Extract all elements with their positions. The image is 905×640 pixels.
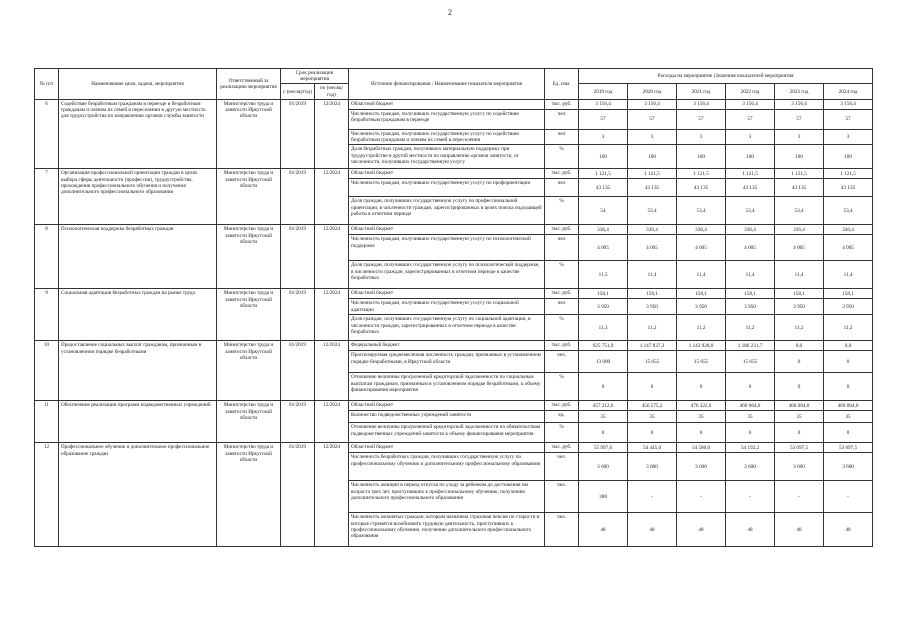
period-to: 12/2024 xyxy=(315,169,349,225)
table-row xyxy=(35,443,873,453)
indicator-label: Прогнозируемая среднемесячная численность граждан, признанных в установленном порядке безработными, в Иркутской области xyxy=(349,351,545,373)
value-cell: 53,4 xyxy=(677,197,726,225)
responsible-body: Министерство труда и занятости Иркутской области xyxy=(217,341,281,401)
activity-name: Организация профессиональной ориентации граждан в целях выбора сферы деятельности (профессии), трудоустройства, прохождения профессионального обучения и получения дополнительного профессионального образования xyxy=(59,169,217,225)
header-year-2023: 2023 год xyxy=(775,84,824,99)
period-from: 01/2019 xyxy=(281,401,315,443)
unit-cell: % xyxy=(545,197,579,225)
value-cell: 0 xyxy=(775,373,824,401)
value-cell: 3 600 xyxy=(677,453,726,481)
value-cell: 300 xyxy=(579,481,628,513)
responsible-body: Министерство труда и занятости Иркутской области xyxy=(217,443,281,547)
value-cell: 0 xyxy=(628,423,677,443)
header-expenses: Расходы на мероприятие (Значения показателей мероприятия xyxy=(579,69,873,84)
indicator-label: Доля граждан, получивших государственную услугу по социальной адаптации, в численности граждан, зарегистрированных в отчетном периоде в качестве безработных xyxy=(349,315,545,341)
value-cell: 11,4 xyxy=(775,261,824,289)
value-cell: 13 000 xyxy=(579,351,628,373)
value-cell: 3 950 xyxy=(677,299,726,315)
value-cell: 11,2 xyxy=(726,315,775,341)
value-cell: - xyxy=(824,481,873,513)
program-activities-table xyxy=(34,68,873,547)
value-cell: - xyxy=(726,481,775,513)
unit-cell: чел xyxy=(545,179,579,197)
value-cell: 15 655 xyxy=(677,351,726,373)
value-cell: 48 xyxy=(775,513,824,547)
value-cell: - xyxy=(775,481,824,513)
unit-cell: % xyxy=(545,373,579,401)
value-cell: 57 xyxy=(726,109,775,129)
value-cell: 15 655 xyxy=(726,351,775,373)
value-cell: 54 445,0 xyxy=(628,443,677,453)
value-cell: 35 xyxy=(579,411,628,423)
value-cell: 3 950 xyxy=(775,299,824,315)
header-name: Наименование цели, задачи, мероприятия xyxy=(59,69,217,100)
value-cell: 11,2 xyxy=(775,315,824,341)
value-cell: 35 xyxy=(775,411,824,423)
value-cell: 1 121,5 xyxy=(775,169,824,179)
value-cell: 336,4 xyxy=(824,225,873,235)
responsible-body: Министерство труда и занятости Иркутской области xyxy=(217,289,281,341)
value-cell: 460 064,0 xyxy=(775,401,824,411)
value-cell: 35 xyxy=(677,411,726,423)
value-cell: 48 xyxy=(628,513,677,547)
value-cell: 0 xyxy=(579,373,628,401)
value-cell: 100 xyxy=(824,145,873,169)
value-cell: 3 156,4 xyxy=(628,99,677,109)
unit-cell: чел. xyxy=(545,481,579,513)
value-cell: 11,2 xyxy=(677,315,726,341)
value-cell: 35 xyxy=(628,411,677,423)
value-cell: 100 xyxy=(726,145,775,169)
value-cell: 53,4 xyxy=(824,197,873,225)
value-cell: 158,1 xyxy=(775,289,824,299)
indicator-label: Областной бюджет xyxy=(349,225,545,235)
value-cell: 11,3 xyxy=(579,315,628,341)
value-cell: 11,2 xyxy=(628,315,677,341)
unit-cell: % xyxy=(545,261,579,289)
program-table-wrap xyxy=(34,68,872,547)
activity-name: Содействие безработным гражданам в переезде и безработным гражданам и членам их семей в переселении в другую местность для трудоустройства по направлению органов службы занятости xyxy=(59,99,217,168)
table-row xyxy=(35,341,873,351)
unit-cell: тыс. руб. xyxy=(545,341,579,351)
value-cell: 0 xyxy=(579,423,628,443)
value-cell: 336,4 xyxy=(628,225,677,235)
period-to: 12/2024 xyxy=(315,289,349,341)
indicator-label: Областной бюджет xyxy=(349,443,545,453)
value-cell: 48 xyxy=(677,513,726,547)
unit-cell: чел xyxy=(545,299,579,315)
value-cell: 3 600 xyxy=(579,453,628,481)
indicator-label: Численность граждан, получивших государственную услугу по профориентации xyxy=(349,179,545,197)
value-cell: 54 xyxy=(579,197,628,225)
value-cell: 3 xyxy=(579,129,628,144)
responsible-body: Министерство труда и занятости Иркутской области xyxy=(217,225,281,289)
value-cell: 57 xyxy=(628,109,677,129)
value-cell: 1 147 837,3 xyxy=(628,341,677,351)
page-number: 2 xyxy=(448,8,452,17)
value-cell: 53,4 xyxy=(726,197,775,225)
value-cell: 35 xyxy=(726,411,775,423)
header-responsible: Ответственный за реализацию мероприятия xyxy=(217,69,281,100)
activity-name: Обеспечение реализации программ подведомственных учреждений xyxy=(59,401,217,443)
value-cell: 53 697,5 xyxy=(775,443,824,453)
value-cell: 158,1 xyxy=(628,289,677,299)
value-cell: 1 186 231,7 xyxy=(726,341,775,351)
value-cell: 1 121,5 xyxy=(726,169,775,179)
unit-cell: тыс. руб. xyxy=(545,401,579,411)
indicator-label: Федеральный бюджет xyxy=(349,341,545,351)
header-period: Срок реализации мероприятия xyxy=(281,69,349,84)
unit-cell: тыс. руб. xyxy=(545,99,579,109)
unit-cell: чел. xyxy=(545,453,579,481)
value-cell: 48 xyxy=(726,513,775,547)
value-cell: 158,1 xyxy=(579,289,628,299)
period-to: 12/2024 xyxy=(315,401,349,443)
value-cell: 53 697,5 xyxy=(824,443,873,453)
activity-name: Предоставление социальных выплат гражданам, признанным в установленном порядке безработными xyxy=(59,341,217,401)
header-year-2024: 2024 год xyxy=(824,84,873,99)
unit-cell: % xyxy=(545,423,579,443)
value-cell: 53,4 xyxy=(775,197,824,225)
value-cell: 11,5 xyxy=(579,261,628,289)
value-cell: 0 xyxy=(677,423,726,443)
value-cell: 35 xyxy=(824,411,873,423)
value-cell: 1 121,5 xyxy=(677,169,726,179)
header-num: № п/п xyxy=(35,69,59,100)
value-cell: 11,4 xyxy=(726,261,775,289)
row-number: 8 xyxy=(35,225,59,289)
unit-cell: чел xyxy=(545,109,579,129)
value-cell: 3 156,4 xyxy=(824,99,873,109)
value-cell: 0 xyxy=(824,373,873,401)
activity-name: Психологическая поддержка безработных граждан xyxy=(59,225,217,289)
row-number: 7 xyxy=(35,169,59,225)
value-cell: 57 xyxy=(579,109,628,129)
value-cell: 3 950 xyxy=(726,299,775,315)
unit-cell: тыс. руб. xyxy=(545,289,579,299)
period-from: 01/2019 xyxy=(281,341,315,401)
indicator-label: Областной бюджет xyxy=(349,289,545,299)
unit-cell: тыс. руб. xyxy=(545,443,579,453)
value-cell: 1 121,5 xyxy=(628,169,677,179)
value-cell: 53,4 xyxy=(628,197,677,225)
unit-cell: тыс. руб. xyxy=(545,169,579,179)
value-cell: 3 xyxy=(775,129,824,144)
value-cell: 1 121,5 xyxy=(824,169,873,179)
unit-cell: чел. xyxy=(545,513,579,547)
value-cell: 100 xyxy=(628,145,677,169)
value-cell: 11,4 xyxy=(677,261,726,289)
table-body xyxy=(35,99,873,546)
indicator-label: Доля граждан, получивших государственную услугу по психологической поддержке, в численности граждан, зарегистрированных в отчетном периоде в качестве безработных xyxy=(349,261,545,289)
value-cell: 336,4 xyxy=(726,225,775,235)
indicator-label: Областной бюджет xyxy=(349,99,545,109)
value-cell: 0,0 xyxy=(824,341,873,351)
value-cell: 54 580,0 xyxy=(677,443,726,453)
table-row xyxy=(35,99,873,109)
value-cell: 3 600 xyxy=(824,453,873,481)
header-period-to: по (месяц/год) xyxy=(315,84,349,99)
value-cell: 0 xyxy=(726,373,775,401)
value-cell: 43 135 xyxy=(726,179,775,197)
value-cell: 48 xyxy=(579,513,628,547)
indicator-label: Доля граждан, получивших государственную услугу по профессиональной ориентации, в численности граждан, зарегистрированных в целях поиска подходящей работы в отчетном периоде xyxy=(349,197,545,225)
unit-cell: чел. xyxy=(545,351,579,373)
activity-name: Социальная адаптация безработных граждан на рынке труда xyxy=(59,289,217,341)
value-cell: 0 xyxy=(775,423,824,443)
value-cell: 457 212,6 xyxy=(579,401,628,411)
period-to: 12/2024 xyxy=(315,99,349,168)
value-cell: 57 xyxy=(677,109,726,129)
indicator-label: Количество подведомственных учреждений занятости xyxy=(349,411,545,423)
value-cell: 11,4 xyxy=(824,261,873,289)
value-cell: 15 655 xyxy=(628,351,677,373)
value-cell: 4 005 xyxy=(677,235,726,261)
row-number: 11 xyxy=(35,401,59,443)
value-cell: 460 064,0 xyxy=(726,401,775,411)
row-number: 10 xyxy=(35,341,59,401)
value-cell: 0 xyxy=(726,423,775,443)
row-number: 6 xyxy=(35,99,59,168)
value-cell: 336,4 xyxy=(579,225,628,235)
value-cell: 3 600 xyxy=(628,453,677,481)
value-cell: 3 600 xyxy=(726,453,775,481)
indicator-label: Доля безработных граждан, получивших материальную поддержку при трудоустройстве в другой местности по направлению органов занятости, от численности, получивших государственную услугу xyxy=(349,145,545,169)
table-row xyxy=(35,401,873,411)
unit-cell: тыс. руб. xyxy=(545,225,579,235)
responsible-body: Министерство труда и занятости Иркутской области xyxy=(217,169,281,225)
table-row xyxy=(35,169,873,179)
period-from: 01/2019 xyxy=(281,99,315,168)
value-cell: 158,1 xyxy=(726,289,775,299)
value-cell: 3 600 xyxy=(775,453,824,481)
period-from: 01/2019 xyxy=(281,443,315,547)
value-cell: 460 064,0 xyxy=(824,401,873,411)
value-cell: 3 156,4 xyxy=(775,99,824,109)
row-number: 12 xyxy=(35,443,59,547)
value-cell: 3 950 xyxy=(628,299,677,315)
indicator-label: Областной бюджет xyxy=(349,169,545,179)
header-period-from: с (месяц/год) xyxy=(281,84,315,99)
value-cell: 3 156,4 xyxy=(726,99,775,109)
value-cell: 3 xyxy=(824,129,873,144)
value-cell: 925 751,9 xyxy=(579,341,628,351)
value-cell: 100 xyxy=(775,145,824,169)
value-cell: 0 xyxy=(677,373,726,401)
value-cell: 456 575,2 xyxy=(628,401,677,411)
value-cell: 3 156,4 xyxy=(677,99,726,109)
unit-cell: чел xyxy=(545,235,579,261)
value-cell: 43 135 xyxy=(824,179,873,197)
period-from: 01/2019 xyxy=(281,289,315,341)
indicator-label: Численность граждан, получивших государственную услугу по социальной адаптации xyxy=(349,299,545,315)
value-cell: 0 xyxy=(824,423,873,443)
value-cell: 57 xyxy=(824,109,873,129)
table-header xyxy=(35,69,873,100)
value-cell: 4 005 xyxy=(579,235,628,261)
value-cell: 43 135 xyxy=(677,179,726,197)
period-to: 12/2024 xyxy=(315,225,349,289)
indicator-label: Численность женщин в период отпуска по уходу за ребенком до достижения им возраста трех лет, приступивших к профессиональному обучению, получению дополнительного профессионального образования xyxy=(349,481,545,513)
value-cell: - xyxy=(677,481,726,513)
value-cell: 54 192,2 xyxy=(726,443,775,453)
value-cell: 0 xyxy=(628,373,677,401)
value-cell: 3 xyxy=(726,129,775,144)
value-cell: 48 xyxy=(824,513,873,547)
period-to: 12/2024 xyxy=(315,341,349,401)
table-row xyxy=(35,289,873,299)
value-cell: 336,4 xyxy=(677,225,726,235)
value-cell: 3 950 xyxy=(824,299,873,315)
period-from: 01/2019 xyxy=(281,169,315,225)
value-cell: 43 135 xyxy=(775,179,824,197)
value-cell: 100 xyxy=(579,145,628,169)
value-cell: 4 005 xyxy=(775,235,824,261)
value-cell: 43 135 xyxy=(628,179,677,197)
unit-cell: % xyxy=(545,315,579,341)
header-year-2020: 2020 год xyxy=(628,84,677,99)
period-from: 01/2019 xyxy=(281,225,315,289)
value-cell: 158,1 xyxy=(824,289,873,299)
value-cell: 100 xyxy=(677,145,726,169)
value-cell: 4 005 xyxy=(824,235,873,261)
value-cell: 476 322,0 xyxy=(677,401,726,411)
responsible-body: Министерство труда и занятости Иркутской области xyxy=(217,99,281,168)
table-row xyxy=(35,225,873,235)
period-to: 12/2024 xyxy=(315,443,349,547)
value-cell: 57 xyxy=(775,109,824,129)
header-unit: Ед. изм. xyxy=(545,69,579,100)
activity-name: Профессиональное обучение и дополнительное профессиональное образование граждан xyxy=(59,443,217,547)
header-year-2019: 2019 год xyxy=(579,84,628,99)
value-cell: 3 950 xyxy=(579,299,628,315)
value-cell: 11,2 xyxy=(824,315,873,341)
indicator-label: Численность граждан, получивших государственную услугу по содействию безработным гражданам и членам их семей в переселении xyxy=(349,129,545,144)
value-cell: 1 121,5 xyxy=(579,169,628,179)
value-cell: 0,0 xyxy=(775,341,824,351)
value-cell: 0 xyxy=(775,351,824,373)
indicator-label: Численность граждан, получивших государственную услугу по психологической поддержке xyxy=(349,235,545,261)
value-cell: 158,1 xyxy=(677,289,726,299)
indicator-label: Численность безработных граждан, получивших государственную услугу по профессиональному обучению и дополнительному профессиональному образованию xyxy=(349,453,545,481)
value-cell: 4 005 xyxy=(726,235,775,261)
value-cell: 55 997,6 xyxy=(579,443,628,453)
row-number: 9 xyxy=(35,289,59,341)
indicator-label: Областной бюджет xyxy=(349,401,545,411)
header-source: Источник финансирования / Наименование показателя мероприятия xyxy=(349,69,545,100)
value-cell: 4 005 xyxy=(628,235,677,261)
indicator-label: Отношение величины просроченной кредиторской задолженности по социальным выплатам гражданам, признанным в установленном порядке безработными, к объему финансирования мероприятия xyxy=(349,373,545,401)
header-year-2022: 2022 год xyxy=(726,84,775,99)
value-cell: 0 xyxy=(824,351,873,373)
unit-cell: чел xyxy=(545,129,579,144)
responsible-body: Министерство труда и занятости Иркутской области xyxy=(217,401,281,443)
value-cell: - xyxy=(628,481,677,513)
unit-cell: % xyxy=(545,145,579,169)
value-cell: 11,4 xyxy=(628,261,677,289)
value-cell: 3 xyxy=(628,129,677,144)
value-cell: 3 xyxy=(677,129,726,144)
unit-cell: ед. xyxy=(545,411,579,423)
indicator-label: Численность незанятых граждан, которым назначена страховая пенсия по старости и которые стремятся возобновить трудовую деятельность, приступивших к профессиональному обучению, получению дополнительного профессионального образования xyxy=(349,513,545,547)
indicator-label: Численность граждан, получивших государственную услугу по содействию безработным гражданам в переезде xyxy=(349,109,545,129)
value-cell: 336,4 xyxy=(775,225,824,235)
indicator-label: Отношение величины просроченной кредиторской задолженности по обязательствам подведомственных учреждений занятости к объему финансирования мероприятия xyxy=(349,423,545,443)
value-cell: 43 135 xyxy=(579,179,628,197)
value-cell: 1 143 928,0 xyxy=(677,341,726,351)
header-year-2021: 2021 год xyxy=(677,84,726,99)
value-cell: 3 156,4 xyxy=(579,99,628,109)
